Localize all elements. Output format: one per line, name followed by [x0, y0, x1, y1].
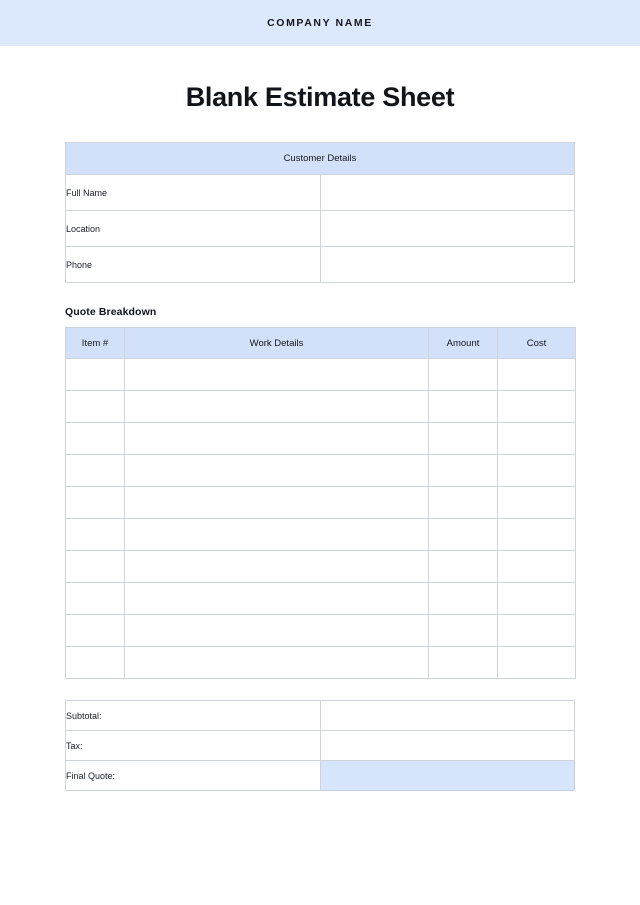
quote-cell-item[interactable] — [66, 583, 125, 615]
table-row — [66, 175, 575, 211]
table-row — [66, 615, 576, 647]
quote-cell-amount[interactable] — [429, 391, 498, 423]
company-header-band — [0, 0, 640, 46]
quote-cell-item[interactable] — [66, 487, 125, 519]
quote-cell-work[interactable] — [125, 615, 429, 647]
quote-cell-item[interactable] — [66, 615, 125, 647]
customer-field-label: Full Name — [66, 175, 321, 211]
quote-cell-item[interactable] — [66, 423, 125, 455]
quote-cell-work[interactable] — [125, 551, 429, 583]
quote-cell-work[interactable] — [125, 647, 429, 679]
quote-cell-cost[interactable] — [498, 647, 576, 679]
quote-cell-amount[interactable] — [429, 615, 498, 647]
quote-cell-amount[interactable] — [429, 359, 498, 391]
customer-details-section — [65, 142, 575, 283]
quote-cell-cost[interactable] — [498, 615, 576, 647]
table-header-row — [66, 143, 575, 175]
quote-cell-amount[interactable] — [429, 487, 498, 519]
column-header-work: Work Details — [125, 328, 429, 359]
quote-cell-item[interactable] — [66, 359, 125, 391]
quote-cell-cost[interactable] — [498, 487, 576, 519]
customer-details-table — [65, 142, 575, 283]
customer-details-tbody — [66, 175, 575, 283]
total-label: Subtotal: — [66, 701, 321, 731]
table-row — [66, 551, 576, 583]
table-row — [66, 359, 576, 391]
table-row — [66, 211, 575, 247]
total-value[interactable] — [321, 731, 575, 761]
total-label: Final Quote: — [66, 761, 321, 791]
quote-cell-work[interactable] — [125, 455, 429, 487]
quote-cell-work[interactable] — [125, 519, 429, 551]
estimate-sheet — [0, 46, 640, 791]
quote-cell-work[interactable] — [125, 391, 429, 423]
quote-cell-item[interactable] — [66, 455, 125, 487]
table-row — [66, 487, 576, 519]
quote-cell-work[interactable] — [125, 423, 429, 455]
quote-cell-amount[interactable] — [429, 519, 498, 551]
quote-cell-cost[interactable] — [498, 519, 576, 551]
quote-cell-cost[interactable] — [498, 359, 576, 391]
totals-tbody — [66, 701, 575, 791]
company-name: COMPANY NAME — [267, 17, 373, 29]
column-header-item: Item # — [66, 328, 125, 359]
quote-breakdown-thead — [66, 328, 576, 359]
table-row — [66, 647, 576, 679]
total-value[interactable] — [321, 761, 575, 791]
column-header-cost: Cost — [498, 328, 576, 359]
table-row — [66, 583, 576, 615]
customer-details-thead — [66, 143, 575, 175]
table-row — [66, 761, 575, 791]
quote-breakdown-tbody — [66, 359, 576, 679]
customer-details-header: Customer Details — [66, 143, 575, 175]
customer-field-label: Phone — [66, 247, 321, 283]
quote-cell-cost[interactable] — [498, 391, 576, 423]
table-row — [66, 391, 576, 423]
quote-cell-item[interactable] — [66, 551, 125, 583]
quote-breakdown-section — [65, 283, 575, 679]
quote-cell-item[interactable] — [66, 519, 125, 551]
quote-cell-cost[interactable] — [498, 455, 576, 487]
quote-cell-amount[interactable] — [429, 647, 498, 679]
quote-cell-amount[interactable] — [429, 455, 498, 487]
totals-table — [65, 700, 575, 791]
quote-cell-amount[interactable] — [429, 551, 498, 583]
page-title: Blank Estimate Sheet — [185, 82, 455, 112]
quote-cell-item[interactable] — [66, 647, 125, 679]
quote-cell-cost[interactable] — [498, 583, 576, 615]
quote-cell-amount[interactable] — [429, 583, 498, 615]
column-header-amount: Amount — [429, 328, 498, 359]
quote-cell-amount[interactable] — [429, 423, 498, 455]
total-label: Tax: — [66, 731, 321, 761]
customer-field-value[interactable] — [320, 175, 575, 211]
customer-field-value[interactable] — [320, 247, 575, 283]
table-row — [66, 519, 576, 551]
quote-breakdown-title: Quote Breakdown — [65, 306, 157, 319]
quote-cell-cost[interactable] — [498, 551, 576, 583]
customer-field-value[interactable] — [320, 211, 575, 247]
customer-field-label: Location — [66, 211, 321, 247]
totals-section — [65, 700, 575, 791]
table-row — [66, 455, 576, 487]
quote-cell-item[interactable] — [66, 391, 125, 423]
total-value[interactable] — [321, 701, 575, 731]
table-row — [66, 701, 575, 731]
quote-cell-work[interactable] — [125, 583, 429, 615]
table-row — [66, 247, 575, 283]
table-header-row — [66, 328, 576, 359]
table-row — [66, 731, 575, 761]
quote-cell-work[interactable] — [125, 359, 429, 391]
table-row — [66, 423, 576, 455]
quote-cell-cost[interactable] — [498, 423, 576, 455]
quote-cell-work[interactable] — [125, 487, 429, 519]
quote-breakdown-table — [65, 327, 576, 679]
